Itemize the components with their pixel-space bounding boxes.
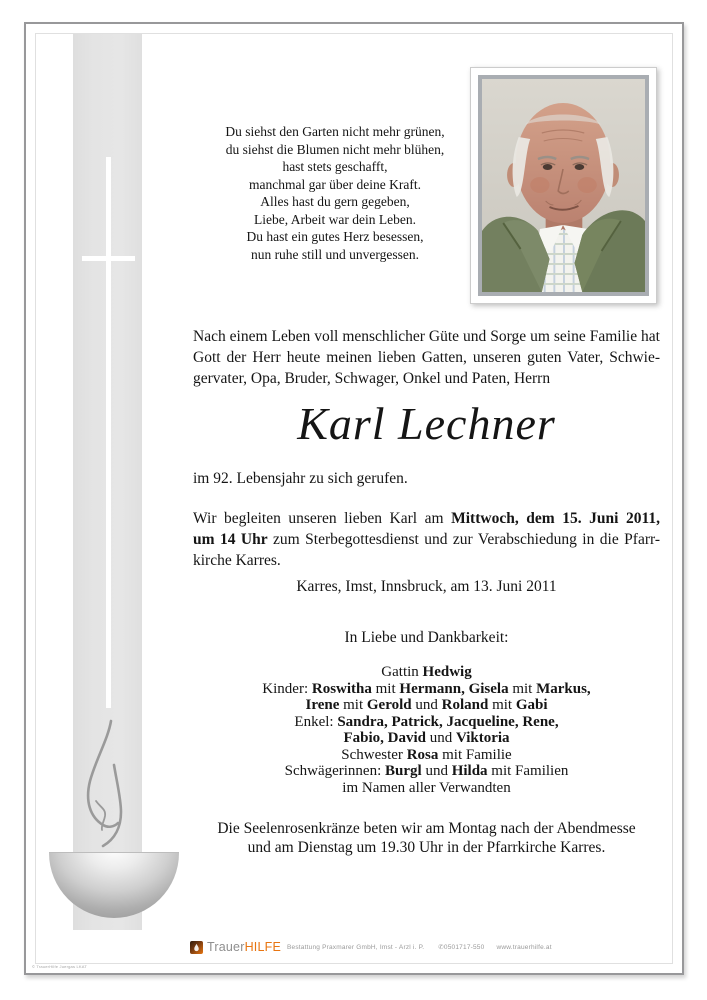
- family-line: Enkel: Sandra, Patrick, Jacqueline, Rene,: [294, 713, 559, 730]
- poem-line: Liebe, Arbeit war dein Leben.: [254, 211, 416, 227]
- funeral-line: Wir begleiten unseren lieben Karl am Mittwoch, dem 15. Juni 2011,: [193, 510, 660, 527]
- funeral-paragraph: [193, 508, 660, 571]
- footer-phone: ✆0501717-550: [438, 944, 485, 951]
- footer-logo-strip: [190, 938, 552, 956]
- family-line: Kinder: Roswitha mit Hermann, Gisela mit Markus,: [262, 680, 591, 697]
- dateline: Karres, Imst, Innsbruck, am 13. Juni 2011: [296, 578, 557, 595]
- brand-trauer: Trauer: [207, 940, 245, 954]
- deceased-name: Karl Lechner: [297, 398, 556, 449]
- rosary-line: und am Dienstag um 19.30 Uhr in der Pfarrkirche Karres.: [247, 838, 606, 856]
- poem-line: Du siehst den Garten nicht mehr grünen,: [225, 124, 445, 139]
- brand-name: [207, 940, 281, 954]
- intro-paragraph: [193, 326, 660, 389]
- portrait-photo: [478, 75, 649, 296]
- family-line: Gattin Hedwig: [381, 664, 472, 680]
- family-list: [193, 664, 660, 796]
- gratitude-line: In Liebe und Dankbarkeit:: [344, 629, 509, 646]
- obituary-card: [24, 22, 684, 975]
- funeral-line: um 14 Uhr zum Sterbegottesdienst und zur Verabschiedung in die Pfarr-: [193, 531, 661, 548]
- copyright-note: © TrauerHilfe Juergas LKAT: [32, 964, 87, 969]
- family-line: Fabio, David und Viktoria: [343, 730, 510, 746]
- rosary-line: Die Seelenrosenkränze beten wir am Montag nach der Abendmesse: [217, 820, 636, 837]
- funeral-line: kirche Karres.: [193, 552, 281, 569]
- footer-details: Bestattung Praxmarer GmbH, Imst - Arzl i. P.: [287, 943, 425, 951]
- poem-line: Du hast ein gutes Herz besessen,: [246, 229, 424, 244]
- candle-holder-bowl: [49, 852, 179, 918]
- family-line: Schwägerinnen: Burgl und Hilda mit Familien: [284, 763, 569, 779]
- poem-line: manchmal gar über deine Kraft.: [248, 176, 422, 192]
- trauerhilfe-logo-icon: [190, 941, 203, 954]
- brand-hilfe: HILFE: [244, 940, 281, 954]
- poem-line: du siehst die Blumen nicht mehr blühen,: [225, 141, 445, 157]
- cross-icon-bar: [82, 256, 135, 261]
- rosary-note: [193, 820, 660, 857]
- family-line: Irene mit Gerold und Roland mit Gabi: [305, 697, 548, 713]
- footer-website: www.trauerhilfe.at: [496, 943, 552, 951]
- poem-line: Alles hast du gern gegeben,: [260, 194, 410, 209]
- poem-line: nun ruhe still und unvergessen.: [250, 246, 420, 262]
- age-line: im 92. Lebensjahr zu sich gerufen.: [193, 470, 408, 487]
- memorial-poem: [195, 123, 475, 263]
- flame-icon: [75, 715, 145, 855]
- cross-icon: [106, 157, 111, 708]
- intro-line: gervater, Opa, Bruder, Schwager, Onkel und Paten, Herrn: [193, 370, 551, 387]
- portrait-photo-frame: [470, 67, 657, 304]
- family-line: Schwester Rosa mit Familie: [341, 746, 512, 763]
- intro-line: Gott der Herr heute meinen lieben Gatten, unseren guten Vater, Schwie-: [193, 349, 660, 366]
- poem-line: hast stets geschafft,: [282, 159, 388, 174]
- family-line: im Namen aller Verwandten: [342, 779, 511, 796]
- intro-line: Nach einem Leben voll menschlicher Güte und Sorge um seine Familie hat: [193, 328, 660, 345]
